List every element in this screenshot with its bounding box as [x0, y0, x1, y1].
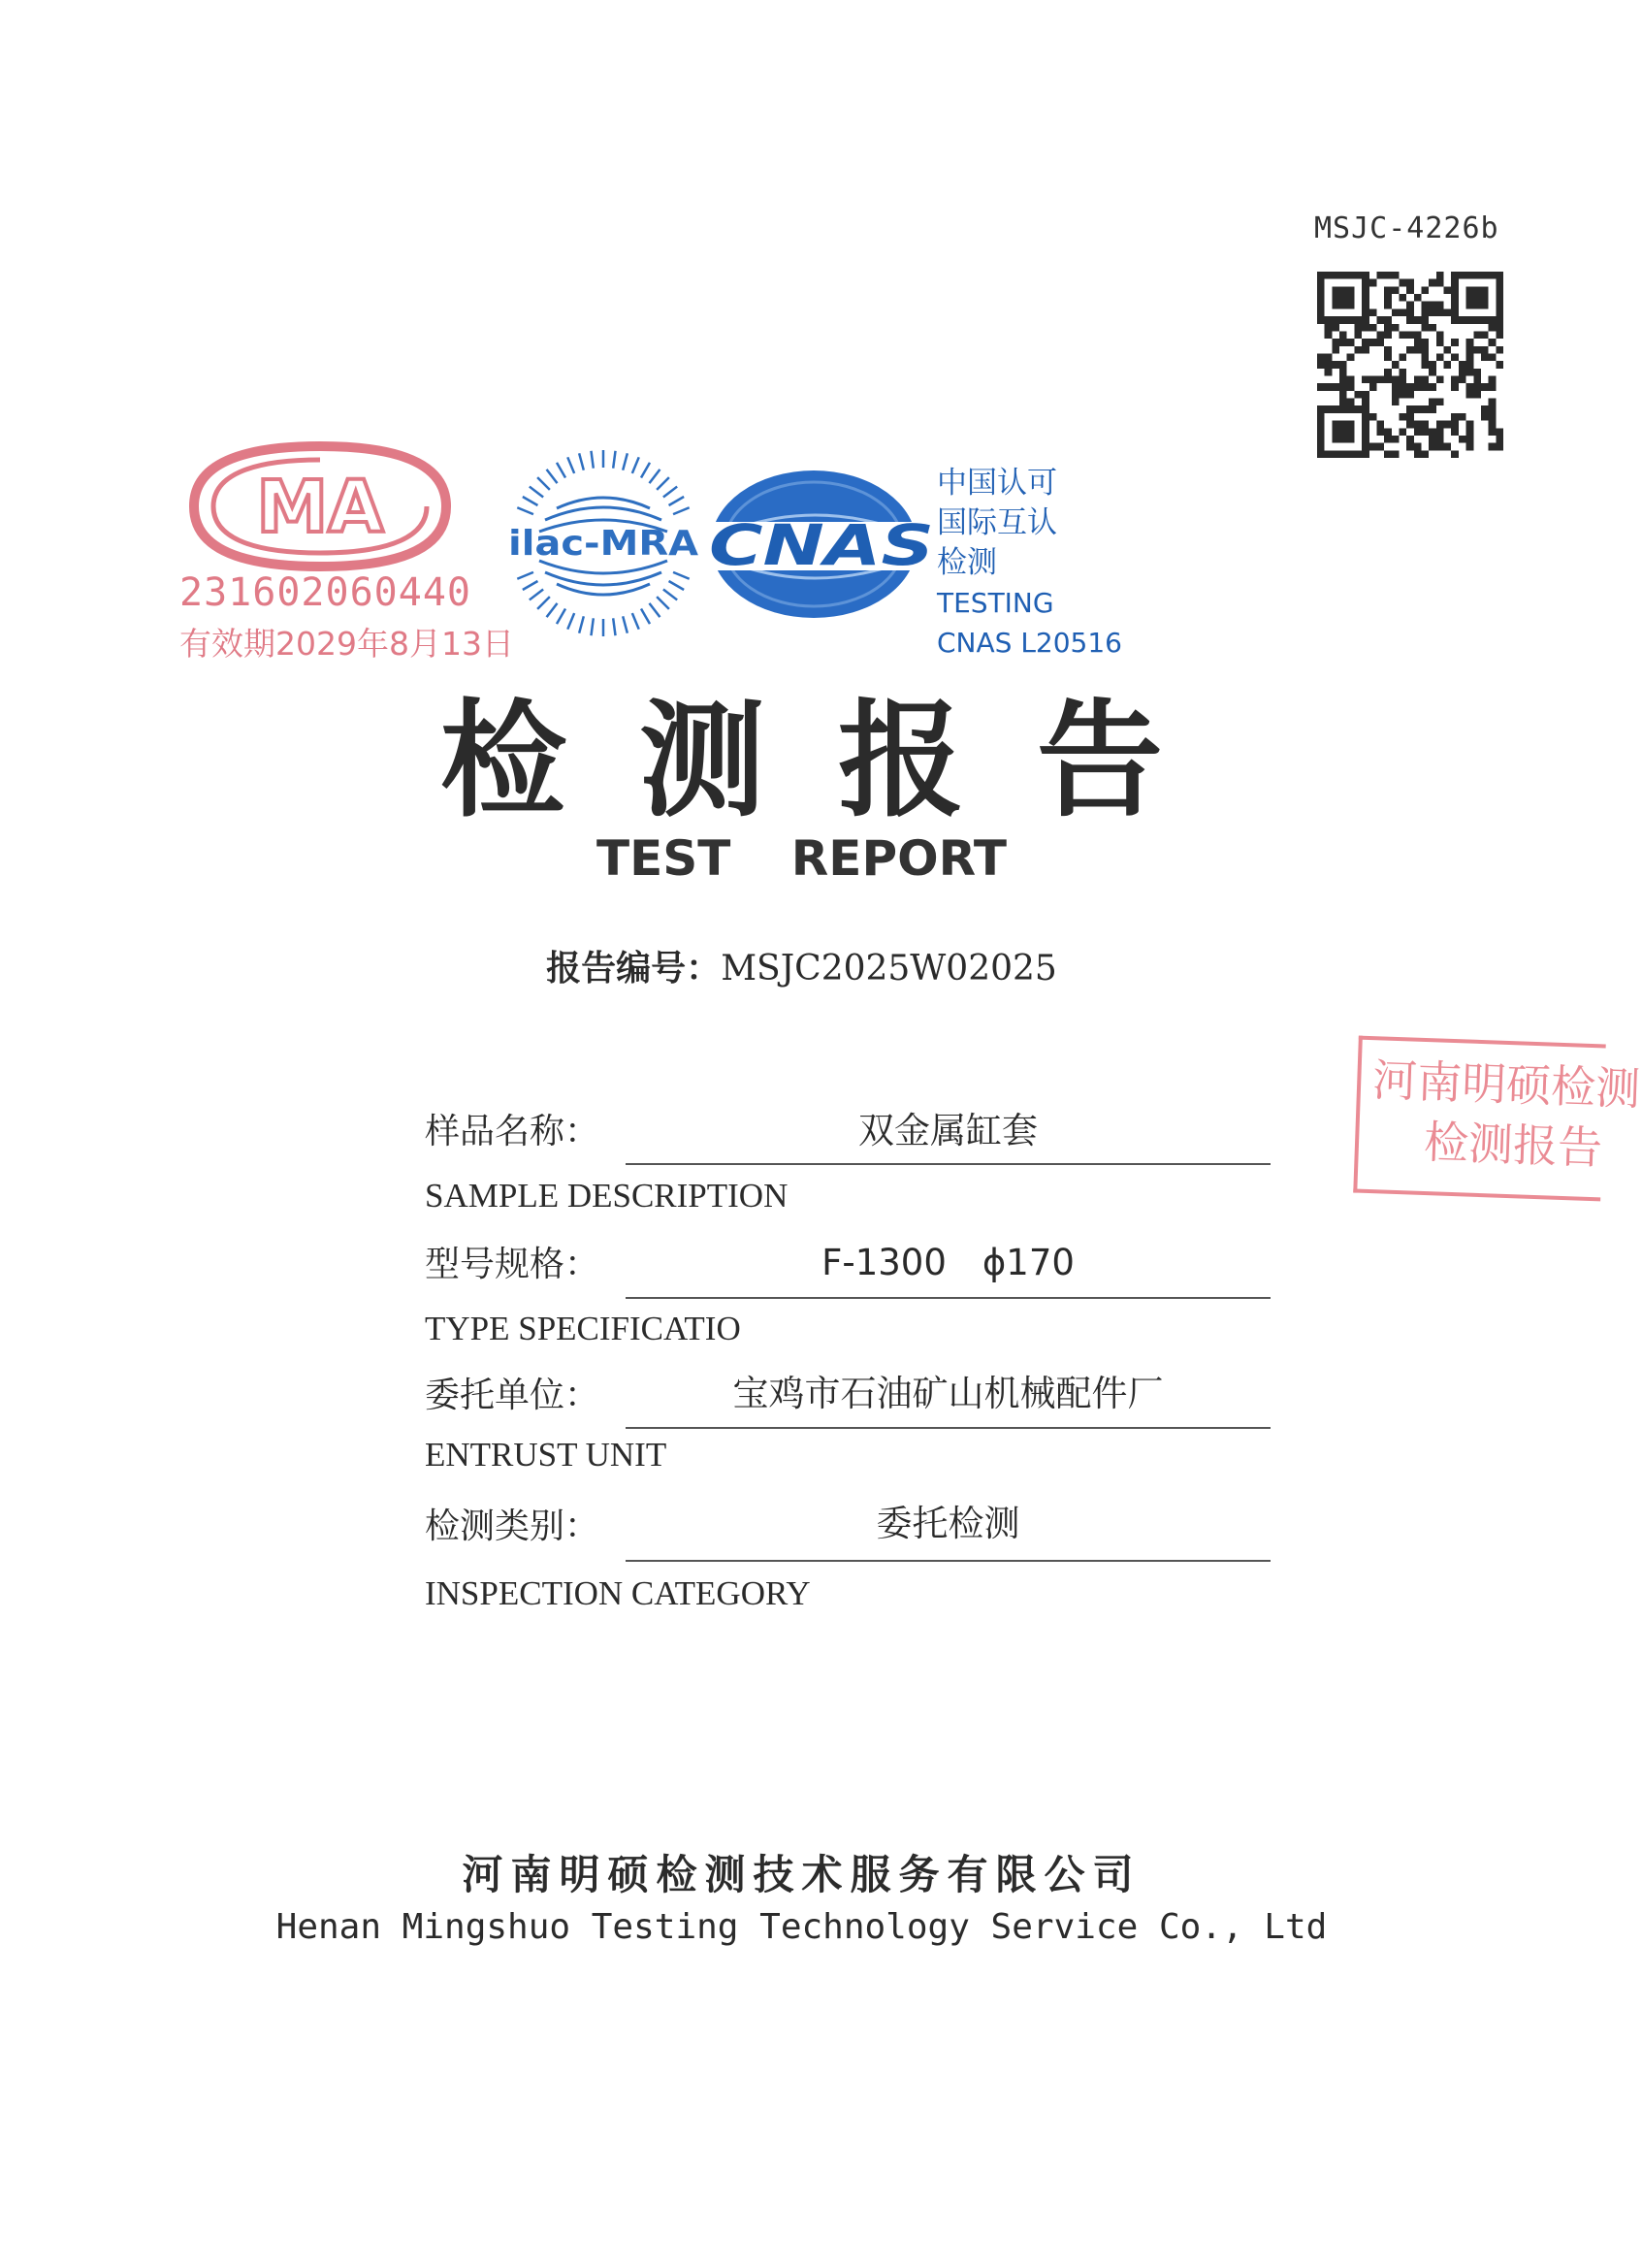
entrust-value: 宝鸡市石油矿山机械配件厂 — [732, 1373, 1164, 1414]
sample-value: 双金属缸套 — [858, 1110, 1038, 1151]
cma-number: 231602060440 — [179, 570, 471, 615]
cnas-logo — [705, 462, 938, 627]
category-label-en: INSPECTION CATEGORY — [425, 1574, 811, 1612]
type-underline — [626, 1297, 1271, 1299]
sample-label-en: SAMPLE DESCRIPTION — [425, 1177, 789, 1215]
report-number — [0, 941, 1603, 990]
cma-logo — [175, 438, 466, 574]
cnas-text-block — [937, 464, 1122, 663]
qr-code — [1317, 272, 1503, 458]
cnas-line-3: 检测 — [937, 545, 997, 580]
report-number-value: MSJC2025W02025 — [721, 949, 1057, 988]
document-code: MSJC-4226b — [1314, 211, 1499, 245]
stamp-line-2: 检测报告 — [1423, 1116, 1603, 1175]
ilac-mra-logo — [504, 444, 703, 643]
company-name-en: Henan Mingshuo Testing Technology Service Co., Ltd — [275, 1907, 1328, 1947]
entrust-underline — [626, 1427, 1271, 1429]
category-value: 委托检测 — [876, 1503, 1020, 1544]
company-stamp — [1353, 1036, 1642, 1202]
cnas-line-4: TESTING — [937, 587, 1054, 619]
company-name-cn: 河南明硕检测技术服务有限公司 — [462, 1851, 1142, 1898]
sample-underline — [626, 1163, 1271, 1165]
category-underline — [626, 1560, 1271, 1562]
cma-validity: 有效期2029年8月13日 — [179, 625, 514, 663]
entrust-label-cn: 委托单位： — [425, 1376, 600, 1415]
entrust-label-en: ENTRUST UNIT — [425, 1436, 667, 1474]
category-label-cn: 检测类别： — [425, 1507, 600, 1546]
report-title-cn: 检测报告 — [439, 686, 1236, 834]
cma-logo-text: MA — [256, 466, 384, 549]
cnas-line-1: 中国认可 — [937, 466, 1057, 501]
report-title-en: TEST REPORT — [596, 830, 1007, 887]
type-label-en: TYPE SPECIFICATIO — [425, 1310, 741, 1347]
type-value: F-1300 ϕ170 — [821, 1242, 1075, 1283]
report-number-label: 报告编号： — [546, 949, 722, 988]
cnas-logo-text: CNAS — [709, 512, 934, 578]
ilac-logo-text: ilac-MRA — [508, 524, 699, 564]
cnas-line-5: CNAS L20516 — [937, 627, 1122, 659]
stamp-line-1: 河南明硕检测 — [1371, 1053, 1642, 1116]
cnas-line-2: 国际互认 — [937, 505, 1057, 540]
sample-label-cn: 样品名称： — [425, 1112, 600, 1151]
type-label-cn: 型号规格： — [425, 1245, 600, 1284]
